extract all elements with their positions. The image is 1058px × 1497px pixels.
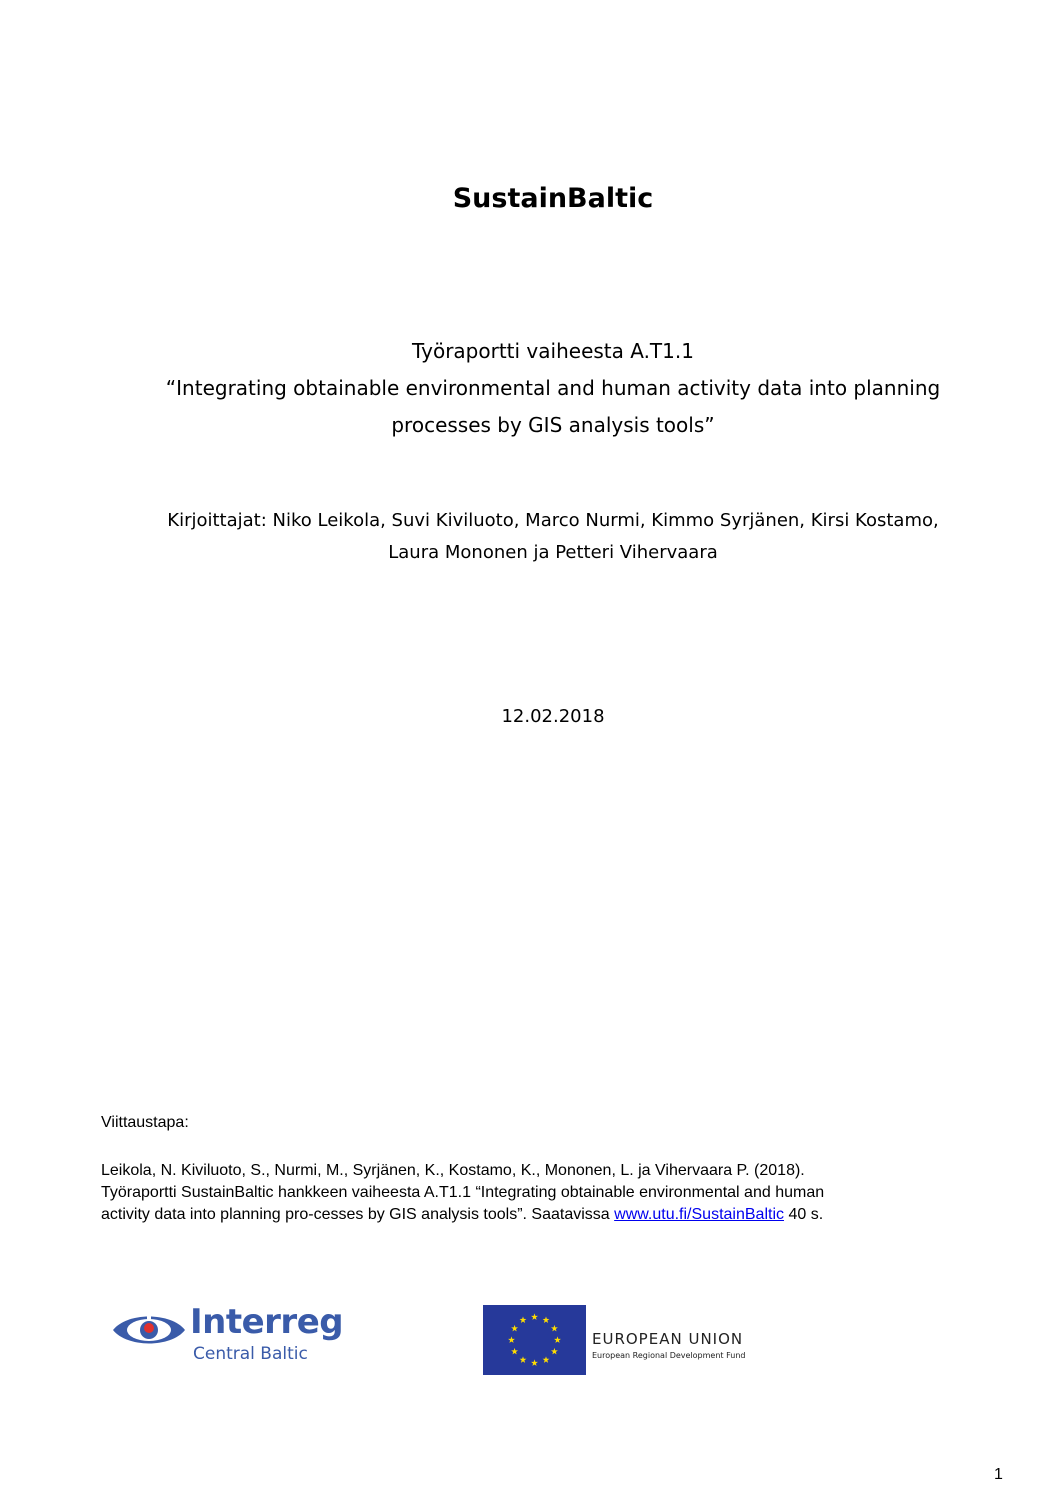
citation-link[interactable]: www.utu.fi/SustainBaltic xyxy=(614,1206,784,1223)
subtitle-line: “Integrating obtainable environmental and human activity data into planning xyxy=(165,376,941,400)
eu-flag-icon xyxy=(483,1305,586,1375)
citation-tail: 40 s. xyxy=(784,1206,824,1223)
eu-subtitle: European Regional Development Fund xyxy=(592,1351,746,1360)
citation-line: Leikola, N. Kiviluoto, S., Nurmi, M., Syrjänen, K., Kostamo, K., Mononen, L. ja Vihervaara P. (2018). xyxy=(101,1162,805,1179)
document-title: SustainBaltic xyxy=(452,183,654,214)
authors xyxy=(24,505,1058,569)
citation-line-last xyxy=(101,1204,1001,1226)
eu-logo xyxy=(483,1305,783,1375)
eu-name: EUROPEAN UNION xyxy=(592,1330,744,1348)
citation-line: Työraportti SustainBaltic hankkeen vaiheesta A.T1.1 “Integrating obtainable environmental and human xyxy=(101,1184,825,1201)
authors-line: Laura Mononen ja Petteri Vihervaara xyxy=(388,542,718,563)
interreg-name: Interreg xyxy=(190,1302,344,1342)
citation-text xyxy=(101,1160,1001,1226)
interreg-logo xyxy=(111,1302,361,1372)
citation-line: activity data into planning pro-cesses by GIS analysis tools”. Saatavissa xyxy=(101,1206,615,1223)
page-number: 1 xyxy=(994,1466,1003,1483)
report-date: 12.02.2018 xyxy=(501,706,605,727)
subtitle-line: Työraportti vaiheesta A.T1.1 xyxy=(412,339,694,363)
interreg-subtitle: Central Baltic xyxy=(193,1344,308,1364)
interreg-eye-icon xyxy=(111,1310,187,1350)
subtitle-line: processes by GIS analysis tools” xyxy=(391,413,715,437)
authors-line: Kirjoittajat: Niko Leikola, Suvi Kiviluoto, Marco Nurmi, Kimmo Syrjänen, Kirsi Kostamo, xyxy=(167,510,939,531)
report-subtitle xyxy=(24,333,1058,444)
citation-label: Viittaustapa: xyxy=(101,1114,189,1131)
